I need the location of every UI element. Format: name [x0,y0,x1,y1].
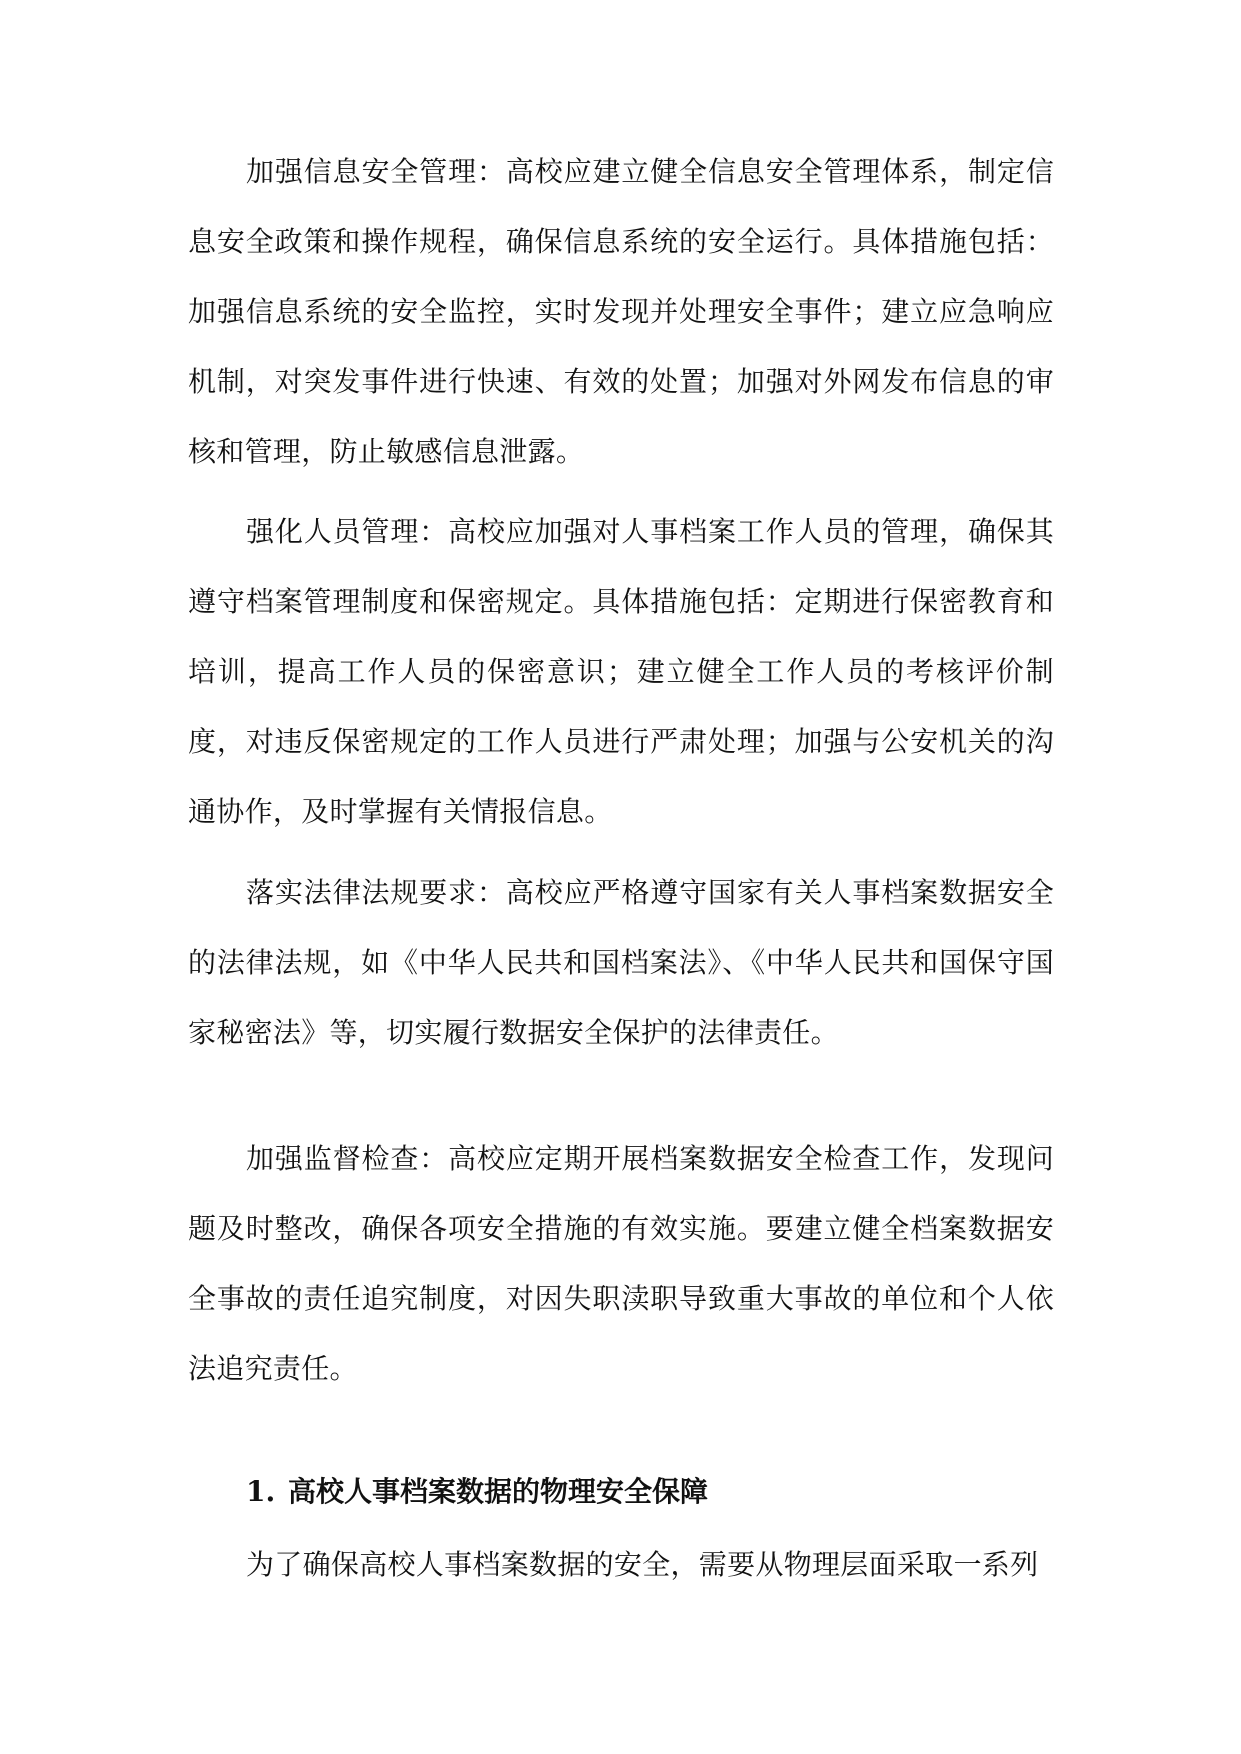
paragraph-physical-security-intro: 为了确保高校人事档案数据的安全，需要从物理层面采取一系列 [246,1548,1039,1581]
paragraph-supervision-inspection: 加强监督检查：高校应定期开展档案数据安全检查工作，发现问题及时整改，确保各项安全措施的有效实施。要建立健全档案数据安全事故的责任追究制度，对因失职渎职导致重大事故的单位和个人依法追究责任。 [188,1142,1054,1385]
paragraph-legal-requirements: 落实法律法规要求：高校应严格遵守国家有关人事档案数据安全的法律法规，如《中华人民共和国档案法》、《中华人民共和国保守国家秘密法》等，切实履行数据安全保护的法律责任。 [188,876,1054,1049]
section-heading-number: 1. [246,1475,276,1508]
section-heading-text: 高校人事档案数据的物理安全保障 [288,1475,709,1508]
paragraph-personnel-management: 强化人员管理：高校应加强对人事档案工作人员的管理，确保其遵守档案管理制度和保密规定。具体措施包括：定期进行保密教育和培训，提高工作人员的保密意识；建立健全工作人员的考核评价制度，对违反保密规定的工作人员进行严肃处理；加强与公安机关的沟通协作，及时掌握有关情报信息。 [188,515,1054,828]
paragraph-information-security: 加强信息安全管理：高校应建立健全信息安全管理体系，制定信息安全政策和操作规程，确保信息系统的安全运行。具体措施包括：加强信息系统的安全监控，实时发现并处理安全事件；建立应急响应机制，对突发事件进行快速、有效的处置；加强对外网发布信息的审核和管理，防止敏感信息泄露。 [188,155,1054,468]
section-heading [246,1472,708,1512]
